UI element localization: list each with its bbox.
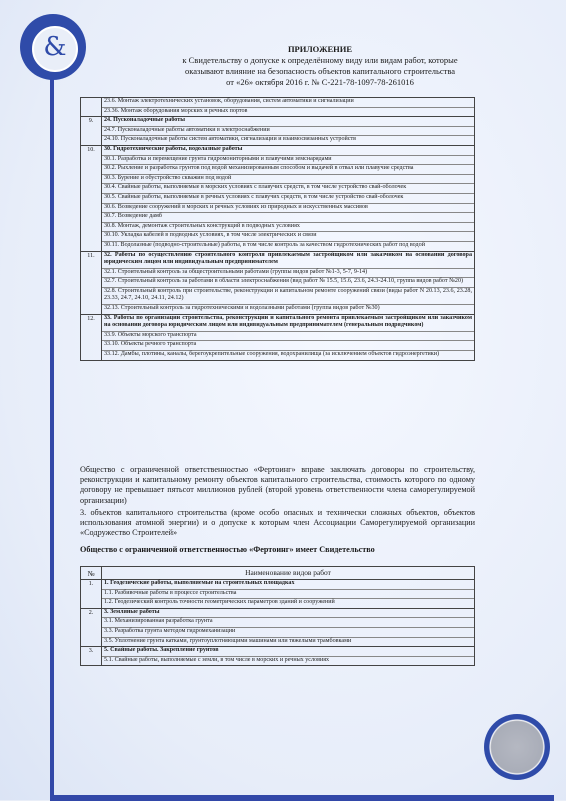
table-row — [81, 580, 475, 609]
work-type-item: 30.11. Водолазные (подводно-строительные) работы, в том числе контроль за качеством гидротехнических работ под водой — [104, 241, 425, 248]
work-group-title: 5. Свайные работы. Закрепление грунтов — [102, 647, 474, 657]
table-row — [81, 98, 475, 117]
work-type-item: 33.12. Дамбы, плотины, каналы, берегоукрепительные сооружения, водохранилища (за исключением объектов гидроэнергетики) — [104, 351, 440, 358]
work-type-item: 5.1. Свайные работы, выполняемые с земли, в том числе в морских и речных условиях — [104, 656, 330, 663]
work-type-item: 23.36. Монтаж оборудования морских и речных портов — [104, 107, 248, 114]
work-type-item: 24.7. Пусконаладочные работы автоматики в электроснабжении — [102, 127, 474, 137]
work-type-item: 23.6. Монтаж электротехнических установок, оборудования, систем автоматики и сигнализации — [102, 98, 474, 108]
row-items — [102, 117, 475, 146]
work-type-item: 33.9. Объекты морского транспорта — [102, 332, 474, 342]
work-type-item: 3.1. Механизированная разработка грунта — [102, 618, 474, 628]
table-row — [81, 251, 475, 314]
work-type-item: 30.2. Рыхление и разработка грунтов под водой механизированным способом и выдачей в отвал или плавучие средства — [102, 165, 474, 175]
work-type-item: 30.4. Свайные работы, выполняемые в морских условиях с плавучих средств, в том числе устройство свай-оболочек — [102, 184, 474, 194]
work-types-table — [80, 566, 475, 666]
work-group-title: 30. Гидротехнические работы, водолазные работы — [102, 146, 474, 156]
document-title: ПРИЛОЖЕНИЕ — [287, 44, 353, 54]
table-row — [81, 647, 475, 666]
document-header — [100, 44, 540, 88]
work-type-item: 32.7. Строительный контроль за работами в области электроснабжения (вид работ № 15.5, 15.6, 23.6, 24.3-24.10, группа видов работ №20) — [102, 278, 474, 288]
column-header-number: № — [81, 567, 102, 580]
work-type-item: 30.6. Возведение сооружений в морских и речных условиях из природных и искусственных массивов — [102, 204, 474, 214]
table-row — [81, 145, 475, 251]
header-line-3: от «26» октября 2016 г. № С-221-78-1097-78-261016 — [226, 77, 414, 87]
work-type-item: 33.10. Объекты речного транспорта — [102, 341, 474, 351]
work-type-item: 24.10. Пусконаладочные работы систем автоматики, сигнализации и взаимосвязанных устройств — [104, 136, 357, 143]
row-items — [102, 314, 475, 360]
table-header-row — [81, 567, 475, 580]
row-items — [102, 608, 475, 646]
work-type-item: 32.1. Строительный контроль за общестроительными работами (группы видов работ №1-3, 5-7, 9-14) — [102, 269, 474, 279]
row-number — [81, 98, 102, 117]
table-row — [81, 608, 475, 646]
paragraph-scope: Общество с ограниченной ответственностью «Фертоинг» вправе заключать договоры по строительству, реконструкции и капитальному ремонту объектов капитального строительства, стоимость которого по одному договору не превышает пятьсот миллионов рублей (второй уровень ответственности члена саморегулируемой организации) — [80, 465, 475, 505]
header-line-1: к Свидетельству о допуске к определённому виду или видам работ, которые — [182, 55, 458, 65]
work-group-title: 32. Работы по осуществлению строительного контроля привлекаемым застройщиком или заказчиком на основании договора юридическим лицом или индивидуальным предпринимателем — [102, 252, 474, 269]
work-type-item: 30.8. Монтаж, демонтаж строительных конструкций в подводных условиях — [102, 223, 474, 233]
work-type-item: 1.1. Разбивочные работы в процессе строительства — [102, 590, 474, 600]
row-number: 12. — [81, 314, 102, 360]
work-type-item: 30.10. Укладка кабелей в подводных условиях, в том числе электрических и связи — [102, 232, 474, 242]
work-type-item: 32.13. Строительный контроль за гидротехническими и водолазными работами (группа видов работ №30) — [104, 305, 380, 312]
work-group-title: 24. Пусконаладочные работы — [102, 117, 474, 127]
row-number: 2. — [81, 608, 102, 646]
work-types-table-continued — [80, 97, 475, 361]
header-line-2: оказывают влияние на безопасность объектов капитального строительства — [184, 66, 456, 76]
row-number: 1. — [81, 580, 102, 609]
row-items — [102, 580, 475, 609]
row-items — [102, 145, 475, 251]
work-group-title: 33. Работы по организации строительства, реконструкции и капитального ремонта привлекаемым застройщиком или заказчиком на основании договора юридическим лицом или индивидуальным предпринимателем (генеральным подрядчиком) — [102, 315, 474, 332]
table-row — [81, 117, 475, 146]
work-type-item: 30.5. Свайные работы, выполняемые в речных условиях с плавучих средств, в том числе устройство свай-оболочек — [102, 194, 474, 204]
row-items — [102, 251, 475, 314]
work-group-title: 1. Геодезические работы, выполняемые на строительных площадках — [102, 580, 474, 590]
seal-icon — [484, 714, 550, 780]
work-type-item: 3.5. Уплотнение грунта катками, грунтоуплотняющими машинами или тяжелыми трамбовками — [104, 637, 352, 644]
table-row — [81, 314, 475, 360]
work-type-item: 1.2. Геодезический контроль точности геометрических параметров зданий и сооружений — [104, 599, 335, 606]
work-type-item: 30.3. Бурение и обустройство скважин под водой — [102, 175, 474, 185]
row-number: 3. — [81, 647, 102, 666]
work-type-item: 3.3. Разработка грунта методом гидромеханизации — [102, 628, 474, 638]
row-items — [102, 98, 475, 117]
work-type-item: 32.8. Строительный контроль при строительстве, реконструкции и капитальном ремонте сооружений связи (виды работ N 20.13, 23.6, 23.28, 23.33, 24.7, 24.10, 24.11, 24.12) — [102, 288, 474, 305]
work-type-item: 30.1. Разработка и перемещение грунта гидромониторными и плавучими земснарядами — [102, 156, 474, 166]
row-items — [102, 647, 475, 666]
work-type-item: 30.7. Возведение дамб — [102, 213, 474, 223]
work-group-title: 3. Земляные работы — [102, 609, 474, 619]
paragraph-certificate: Общество с ограниченной ответственностью «Фертоинг» имеет Свидетельство — [80, 545, 375, 554]
column-header-name: Наименование видов работ — [102, 567, 475, 580]
row-number: 10. — [81, 145, 102, 251]
row-number: 11. — [81, 251, 102, 314]
paragraph-objects: 3. объектов капитального строительства (кроме особо опасных и технически сложных объектов, объектов использования атомной энергии) и о допуске к которым член Ассоциации Саморегулируемой организации «Содружество Строителей» — [80, 508, 475, 538]
row-number: 9. — [81, 117, 102, 146]
association-logo-icon: & — [20, 14, 86, 80]
